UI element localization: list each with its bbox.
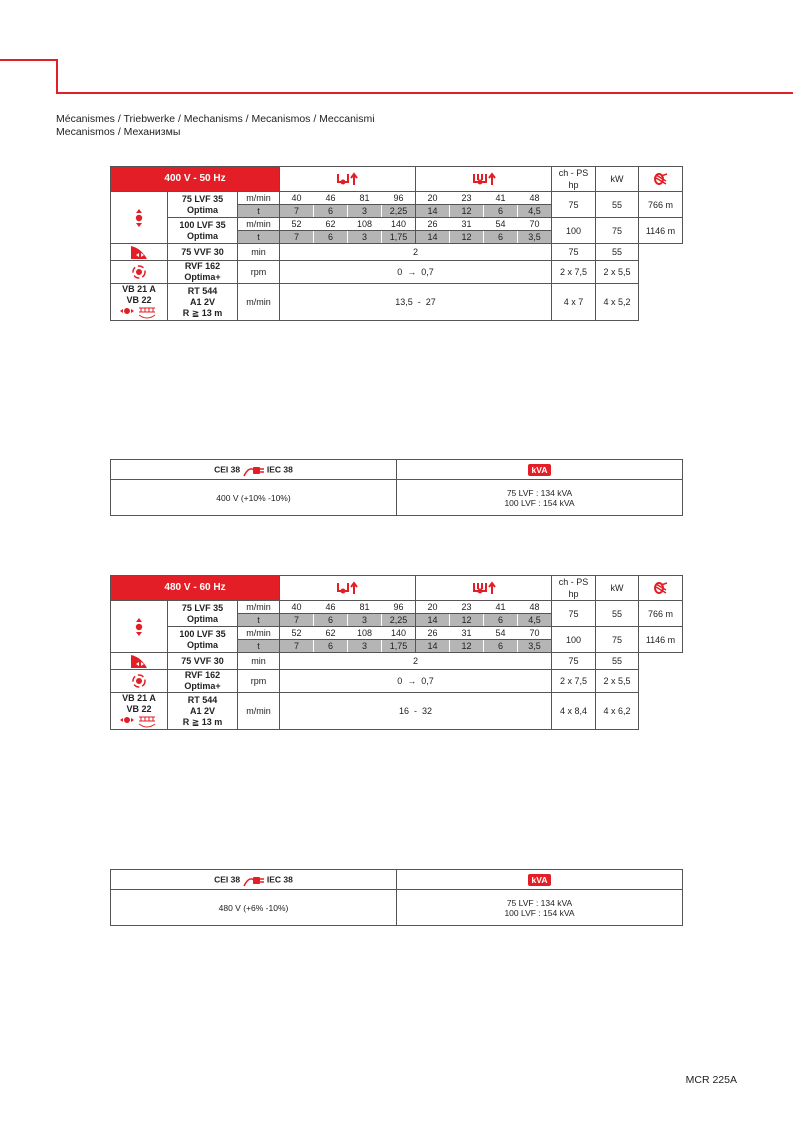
model-variant: Optima xyxy=(186,613,218,624)
travel-hp: 4 x 7 xyxy=(552,284,596,321)
spec-table-400v xyxy=(110,166,683,321)
unit-load: t xyxy=(238,205,280,218)
empty-cell xyxy=(639,653,683,670)
unit-load: t xyxy=(238,231,280,244)
kva-values xyxy=(397,890,683,926)
speed-value: 52 xyxy=(280,627,314,640)
slewing-min: 0 xyxy=(397,676,403,686)
load-value: 14 xyxy=(416,614,450,627)
load-value: 3 xyxy=(348,640,382,653)
travel-min: 13,5 xyxy=(395,297,413,307)
load-value: 1,75 xyxy=(382,640,416,653)
kw-header: kW xyxy=(596,167,639,192)
model-name: 75 LVF 35 xyxy=(181,602,224,613)
unit-speed: m/min xyxy=(238,192,280,205)
speed-value: 41 xyxy=(484,192,518,205)
slewing-value xyxy=(280,261,552,284)
slewing-unit: rpm xyxy=(238,670,280,693)
speed-value: 48 xyxy=(518,601,552,614)
heading-line-1: Mécanismes / Triebwerke / Mechanisms / Mecanismos / Meccanismi xyxy=(56,113,375,125)
rope-value: 1146 m xyxy=(639,627,683,653)
standards-cell xyxy=(111,870,397,890)
load-value: 12 xyxy=(450,614,484,627)
slewing-kw: 2 x 5,5 xyxy=(596,670,639,693)
speed-value: 96 xyxy=(382,601,416,614)
voltage-header: 400 V - 50 Hz xyxy=(111,167,280,192)
load-value: 7 xyxy=(280,231,314,244)
kw-value: 75 xyxy=(596,218,639,244)
slewing-icon xyxy=(131,675,147,685)
speed-value: 62 xyxy=(314,218,348,231)
travel-label-1: VB 21 A xyxy=(122,284,156,294)
speed-value: 81 xyxy=(348,601,382,614)
hoist-single-fall-icon xyxy=(335,582,361,592)
luffing-hp: 75 xyxy=(552,653,596,670)
model-name: 100 LVF 35 xyxy=(179,219,226,230)
speed-value: 108 xyxy=(348,218,382,231)
kva-line-2: 100 LVF : 154 kVA xyxy=(504,907,575,918)
hoist-double-fall-icon xyxy=(471,582,497,592)
hoist-icon-cell xyxy=(111,601,168,653)
load-value: 12 xyxy=(450,205,484,218)
travel-model xyxy=(168,284,238,321)
luffing-kw: 55 xyxy=(596,653,639,670)
iec-label: IEC 38 xyxy=(266,873,293,884)
load-value: 3 xyxy=(348,614,382,627)
slewing-max: 0,7 xyxy=(421,267,434,277)
load-value: 4,5 xyxy=(518,205,552,218)
kva-badge: kVA xyxy=(528,464,552,476)
load-value: 14 xyxy=(416,205,450,218)
kw-value: 75 xyxy=(596,627,639,653)
spec-table-480v xyxy=(110,575,683,730)
page-heading xyxy=(56,113,375,139)
kva-line-1: 75 LVF : 134 kVA xyxy=(506,897,573,908)
travel-max: 32 xyxy=(422,706,433,716)
luffing-value: 2 xyxy=(280,244,552,261)
speed-value: 46 xyxy=(314,601,348,614)
speed-value: 140 xyxy=(382,627,416,640)
speed-value: 70 xyxy=(518,218,552,231)
hoist-single-header xyxy=(280,167,416,192)
load-value: 3,5 xyxy=(518,640,552,653)
unit-speed: m/min xyxy=(238,601,280,614)
luffing-hp: 75 xyxy=(552,244,596,261)
rope-drum-icon xyxy=(652,173,670,183)
supply-voltage: 480 V (+6% -10%) xyxy=(111,890,397,926)
rope-drum-icon xyxy=(652,582,670,592)
slewing-value xyxy=(280,670,552,693)
speed-value: 26 xyxy=(416,627,450,640)
travel-value xyxy=(280,284,552,321)
hoist-single-fall-icon xyxy=(335,173,361,183)
unit-speed: m/min xyxy=(238,218,280,231)
load-value: 3 xyxy=(348,231,382,244)
luffing-icon xyxy=(129,246,149,256)
load-value: 7 xyxy=(280,205,314,218)
speed-value: 70 xyxy=(518,627,552,640)
load-value: 7 xyxy=(280,614,314,627)
hoist-icon xyxy=(133,621,145,631)
speed-value: 54 xyxy=(484,627,518,640)
empty-cell xyxy=(639,670,683,693)
hp-value: 100 xyxy=(552,218,596,244)
hp-header-line2: hp xyxy=(568,180,579,190)
speed-value: 46 xyxy=(314,192,348,205)
slewing-min: 0 xyxy=(397,267,403,277)
hoist-icon xyxy=(133,212,145,222)
arrow-right-icon: → xyxy=(407,267,417,277)
empty-cell xyxy=(639,261,683,284)
speed-value: 140 xyxy=(382,218,416,231)
hoist-double-header xyxy=(416,576,552,601)
model-radius: R ≧ 13 m xyxy=(182,307,223,318)
luffing-icon-cell xyxy=(111,244,168,261)
slewing-model xyxy=(168,670,238,693)
speed-value: 54 xyxy=(484,218,518,231)
model-variant: Optima xyxy=(186,204,218,215)
speed-value: 48 xyxy=(518,192,552,205)
speed-value: 31 xyxy=(450,218,484,231)
slewing-hp: 2 x 7,5 xyxy=(552,670,596,693)
unit-load: t xyxy=(238,640,280,653)
kva-header xyxy=(397,460,683,480)
luffing-icon xyxy=(129,655,149,665)
load-value: 1,75 xyxy=(382,231,416,244)
unit-load: t xyxy=(238,614,280,627)
model-name: 100 LVF 35 xyxy=(179,628,226,639)
hp-header xyxy=(552,167,596,192)
model-variant: A1 2V xyxy=(189,296,215,307)
model-variant: Optima+ xyxy=(184,681,221,691)
luffing-kw: 55 xyxy=(596,244,639,261)
hoist-model-2 xyxy=(168,218,238,244)
hoist-single-header xyxy=(280,576,416,601)
load-value: 6 xyxy=(484,614,518,627)
travel-unit: m/min xyxy=(238,693,280,730)
model-name: 75 LVF 35 xyxy=(181,193,224,204)
empty-cell xyxy=(639,693,683,730)
travel-label-2: VB 22 xyxy=(126,704,152,714)
slewing-hp: 2 x 7,5 xyxy=(552,261,596,284)
travel-value xyxy=(280,693,552,730)
slewing-icon-cell xyxy=(111,670,168,693)
travel-kw: 4 x 5,2 xyxy=(596,284,639,321)
rope-value: 766 m xyxy=(639,192,683,218)
load-value: 14 xyxy=(416,231,450,244)
kw-header: kW xyxy=(596,576,639,601)
load-value: 12 xyxy=(450,231,484,244)
kva-values xyxy=(397,480,683,516)
travel-kw: 4 x 6,2 xyxy=(596,693,639,730)
travel-icon xyxy=(119,716,159,726)
slewing-max: 0,7 xyxy=(421,676,434,686)
travel-hp: 4 x 8,4 xyxy=(552,693,596,730)
kw-value: 55 xyxy=(596,601,639,627)
slewing-kw: 2 x 5,5 xyxy=(596,261,639,284)
hoist-double-fall-icon xyxy=(471,173,497,183)
load-value: 14 xyxy=(416,640,450,653)
load-value: 12 xyxy=(450,640,484,653)
model-name: RT 544 xyxy=(187,285,218,296)
model-name: RVF 162 xyxy=(184,670,221,680)
rope-value: 766 m xyxy=(639,601,683,627)
hoist-model-1 xyxy=(168,192,238,218)
load-value: 3 xyxy=(348,205,382,218)
hoist-double-header xyxy=(416,167,552,192)
cei-label: CEI 38 xyxy=(214,873,241,884)
rope-header xyxy=(639,576,683,601)
rope-value: 1146 m xyxy=(639,218,683,244)
load-value: 6 xyxy=(314,614,348,627)
load-value: 2,25 xyxy=(382,205,416,218)
load-value: 7 xyxy=(280,640,314,653)
hp-value: 75 xyxy=(552,601,596,627)
speed-value: 62 xyxy=(314,627,348,640)
speed-value: 23 xyxy=(450,192,484,205)
luffing-model: 75 VVF 30 xyxy=(168,244,238,261)
speed-value: 52 xyxy=(280,218,314,231)
kva-header xyxy=(397,870,683,890)
kva-badge: kVA xyxy=(528,874,552,886)
header-rule xyxy=(56,92,793,94)
plug-icon xyxy=(243,464,265,474)
model-variant: Optima xyxy=(186,639,218,650)
hoist-icon-cell xyxy=(111,192,168,244)
model-name: RVF 162 xyxy=(184,261,221,271)
kva-line-2: 100 LVF : 154 kVA xyxy=(504,497,575,508)
slewing-model xyxy=(168,261,238,284)
hp-value: 100 xyxy=(552,627,596,653)
load-value: 6 xyxy=(484,640,518,653)
travel-label-2: VB 22 xyxy=(126,295,152,305)
luffing-unit: min xyxy=(238,244,280,261)
plug-icon xyxy=(243,874,265,884)
standards-cell xyxy=(111,460,397,480)
power-table-480v xyxy=(110,869,683,926)
hp-header xyxy=(552,576,596,601)
unit-speed: m/min xyxy=(238,627,280,640)
speed-value: 96 xyxy=(382,192,416,205)
cei-label: CEI 38 xyxy=(214,463,241,474)
document-reference: MCR 225A xyxy=(685,1074,737,1086)
kva-line-1: 75 LVF : 134 kVA xyxy=(506,487,573,498)
heading-line-2: Mecanismos / Механизмы xyxy=(56,126,181,138)
empty-cell xyxy=(639,284,683,321)
corner-mark-horizontal xyxy=(0,59,57,61)
speed-value: 20 xyxy=(416,192,450,205)
speed-value: 40 xyxy=(280,192,314,205)
speed-value: 31 xyxy=(450,627,484,640)
speed-value: 108 xyxy=(348,627,382,640)
load-value: 6 xyxy=(484,205,518,218)
travel-min: 16 xyxy=(398,706,409,716)
load-value: 4,5 xyxy=(518,614,552,627)
load-value: 6 xyxy=(314,231,348,244)
speed-value: 41 xyxy=(484,601,518,614)
hp-header-line1: ch - PS xyxy=(558,168,589,178)
slewing-unit: rpm xyxy=(238,261,280,284)
luffing-value: 2 xyxy=(280,653,552,670)
load-value: 6 xyxy=(484,231,518,244)
load-value: 6 xyxy=(314,640,348,653)
slewing-icon-cell xyxy=(111,261,168,284)
travel-label-1: VB 21 A xyxy=(122,693,156,703)
speed-value: 81 xyxy=(348,192,382,205)
power-table-400v xyxy=(110,459,683,516)
travel-max: 27 xyxy=(425,297,436,307)
model-variant: Optima+ xyxy=(184,272,221,282)
slewing-icon xyxy=(131,266,147,276)
luffing-unit: min xyxy=(238,653,280,670)
speed-value: 23 xyxy=(450,601,484,614)
travel-icon xyxy=(119,307,159,317)
hp-header-line2: hp xyxy=(568,589,579,599)
luffing-model: 75 VVF 30 xyxy=(168,653,238,670)
hoist-model-2 xyxy=(168,627,238,653)
model-radius: R ≧ 13 m xyxy=(182,716,223,727)
speed-value: 20 xyxy=(416,601,450,614)
hoist-model-1 xyxy=(168,601,238,627)
luffing-icon-cell xyxy=(111,653,168,670)
hp-header-line1: ch - PS xyxy=(558,577,589,587)
iec-label: IEC 38 xyxy=(266,463,293,474)
travel-model xyxy=(168,693,238,730)
load-value: 2,25 xyxy=(382,614,416,627)
model-name: RT 544 xyxy=(187,694,218,705)
rope-header xyxy=(639,167,683,192)
voltage-header: 480 V - 60 Hz xyxy=(111,576,280,601)
speed-value: 40 xyxy=(280,601,314,614)
speed-value: 26 xyxy=(416,218,450,231)
travel-icon-cell xyxy=(111,284,168,321)
travel-unit: m/min xyxy=(238,284,280,321)
empty-cell xyxy=(639,244,683,261)
load-value: 6 xyxy=(314,205,348,218)
model-variant: Optima xyxy=(186,230,218,241)
kw-value: 55 xyxy=(596,192,639,218)
supply-voltage: 400 V (+10% -10%) xyxy=(111,480,397,516)
travel-dash: - xyxy=(414,706,417,716)
travel-dash: - xyxy=(417,297,421,307)
model-variant: A1 2V xyxy=(189,705,215,716)
arrow-right-icon: → xyxy=(407,676,417,686)
travel-icon-cell xyxy=(111,693,168,730)
corner-mark-vertical xyxy=(56,59,58,94)
hp-value: 75 xyxy=(552,192,596,218)
load-value: 3,5 xyxy=(518,231,552,244)
